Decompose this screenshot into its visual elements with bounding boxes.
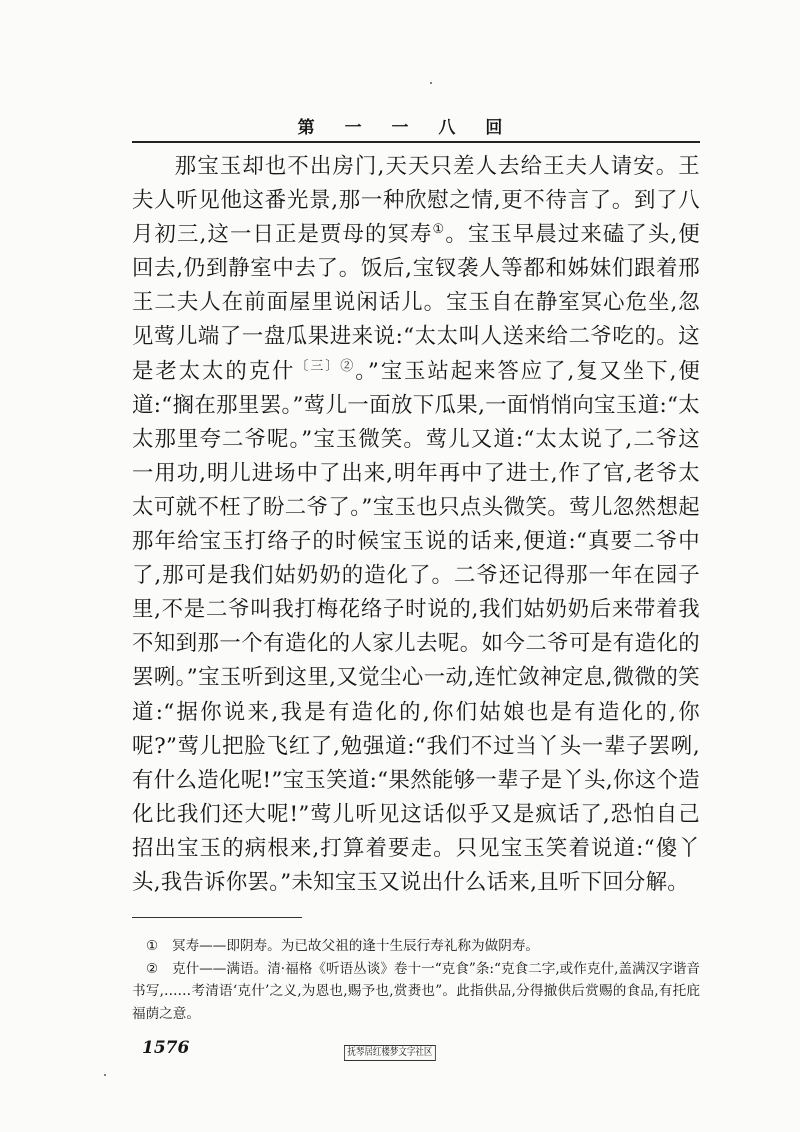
community-stamp: 抚琴居红楼梦文字社区 xyxy=(344,1045,436,1061)
footnote-1 xyxy=(132,935,700,958)
footnote-2 xyxy=(132,958,700,1026)
paragraph-text-2: 。宝玉早晨过来磕了头,便回去,仍到静室中去了。饭后,宝钗袭人等都和姊妹们跟着邢王二夫人在前面屋里说闲话儿。宝玉自在静室冥心危坐,忽见莺儿端了一盘瓜果进来说:“太太叫人送来给二爷吃的。这是老太太的克什 xyxy=(132,222,700,384)
paragraph-text-3: 。”宝玉站起来答应了,复又坐下,便道:“搁在那里罢。”莺儿一面放下瓜果,一面悄悄向宝玉道:“太太那里夸二爷呢。”宝玉微笑。莺儿又道:“太太说了,二爷这一用功,明儿进场中了出来,明年再中了进士,作了官,老爷太太可就不枉了盼二爷了。”宝玉也只点头微笑。莺儿忽然想起那年给宝玉打络子的时候宝玉说的话来,便道:“真要二爷中了,那可是我们姑奶奶的造化了。二爷还记得那一年在园子里,不是二爷叫我打梅花络子时说的,我们姑奶奶后来带着我不知到那一个有造化的人家儿去呢。如今二爷可是有造化的罢咧。”宝玉听到这里,又觉尘心一动,连忙敛神定息,微微的笑道:“据你说来,我是有造化的,你们姑娘也是有造化的,你呢?”莺儿把脸飞红了,勉强道:“我们不过当丫头一辈子罢咧,有什么造化呢!”宝玉笑道:“果然能够一辈子是丫头,你这个造化比我们还大呢!”莺儿听见这话似乎又是疯话了,恐怕自己招出宝玉的病根来,打算着要走。只见宝玉笑着说道:“傻丫头,我告诉你罢。”未知宝玉又说出什么话来,且听下回分解。 xyxy=(132,358,701,895)
footnote-ref-2: 〔三〕② xyxy=(295,358,356,374)
header-rule xyxy=(132,141,700,143)
scan-speck xyxy=(430,82,432,84)
footnotes xyxy=(132,935,700,1025)
footnote-text: 克什——满语。清·福格《听语丛谈》卷十一“克食”条:“克食二字,或作克什,盖满汉字谐音书写,……考清语‘克什’之义,为恩也,赐予也,赏赉也”。此指供品,分得撤供后赏赐的食品,有托庇福荫之意。 xyxy=(132,960,700,1022)
footnote-ref-1: ① xyxy=(432,222,446,238)
running-header: 第 一 一 八 回 xyxy=(297,118,515,138)
page-number: 1576 xyxy=(142,1038,190,1058)
footnote-mark: ② xyxy=(146,960,159,977)
footnote-mark: ① xyxy=(146,938,159,954)
paragraph-text-1: 那宝玉却也不出房门,天天只差人去给王夫人请安。王夫人听见他这番光景,那一种欣慰之情,更不待言了。到了八月初三,这一日正是贾母的冥寿 xyxy=(132,154,700,248)
footnote-text: 冥寿——即阴寿。为已故父祖的逢十生辰行寿礼称为做阴寿。 xyxy=(172,938,540,954)
scan-speck xyxy=(104,1074,106,1076)
footnote-rule xyxy=(132,917,302,918)
main-paragraph xyxy=(132,150,700,900)
